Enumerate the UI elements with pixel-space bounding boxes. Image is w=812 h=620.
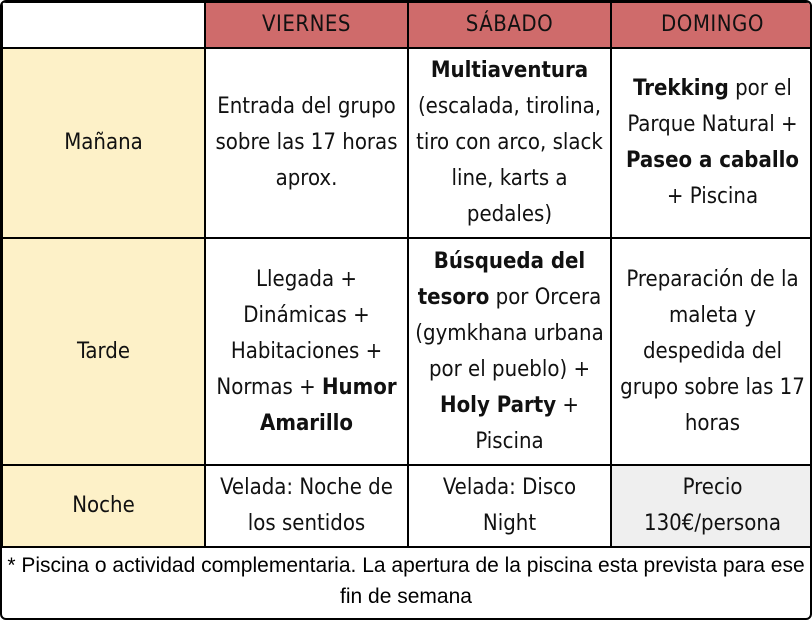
row-noche <box>2 465 812 547</box>
price-cell: Precio 130€/persona <box>611 465 812 547</box>
cell-tarde-sabado <box>408 238 611 465</box>
activity-text: + Piscina <box>666 184 759 209</box>
cell-manana-sabado <box>408 48 611 238</box>
header-domingo: DOMINGO <box>611 2 812 48</box>
activity-text: por el Parque Natural + <box>627 76 798 137</box>
activity-text: + Piscina <box>475 392 579 454</box>
corner-cell <box>2 2 205 48</box>
activity-name: Holy Party <box>440 392 557 418</box>
activity-text: por Orcera (gymkhana urbana por el pueblo) + <box>415 284 604 382</box>
cell-tarde-domingo: Preparación de la maleta y despedida del grupo sobre las 17 horas <box>611 238 812 465</box>
row-label-tarde: Tarde <box>2 238 205 465</box>
activity-name: Búsqueda del tesoro <box>417 248 586 310</box>
activity-name: Trekking <box>633 76 729 101</box>
header-viernes: VIERNES <box>205 2 408 48</box>
cell-tarde-viernes <box>205 238 408 465</box>
row-label-manana: Mañana <box>2 48 205 238</box>
row-tarde <box>2 238 812 465</box>
activity-name: Paseo a caballo <box>626 148 799 173</box>
schedule-table <box>1 1 812 548</box>
footnote: * Piscina o actividad complementaria. La apertura de la piscina esta prevista para ese fin de semana <box>7 554 805 608</box>
cell-noche-viernes: Velada: Noche de los sentidos <box>205 465 408 547</box>
header-sabado: SÁBADO <box>408 2 611 48</box>
cell-noche-sabado: Velada: Disco Night <box>408 465 611 547</box>
activity-text: Llegada + Dinámicas + Habitaciones + Normas + <box>216 266 383 400</box>
cell-manana-viernes: Entrada del grupo sobre las 17 horas aprox. <box>205 48 408 238</box>
row-label-noche: Noche <box>2 465 205 547</box>
cell-manana-domingo <box>611 48 812 238</box>
activity-text: (escalada, tirolina, tiro con arco, slack line, karts a pedales) <box>416 94 603 227</box>
header-row <box>2 2 812 48</box>
activity-name: Humor Amarillo <box>260 374 397 436</box>
row-manana <box>2 48 812 238</box>
activity-name: Multiaventura <box>430 58 589 83</box>
